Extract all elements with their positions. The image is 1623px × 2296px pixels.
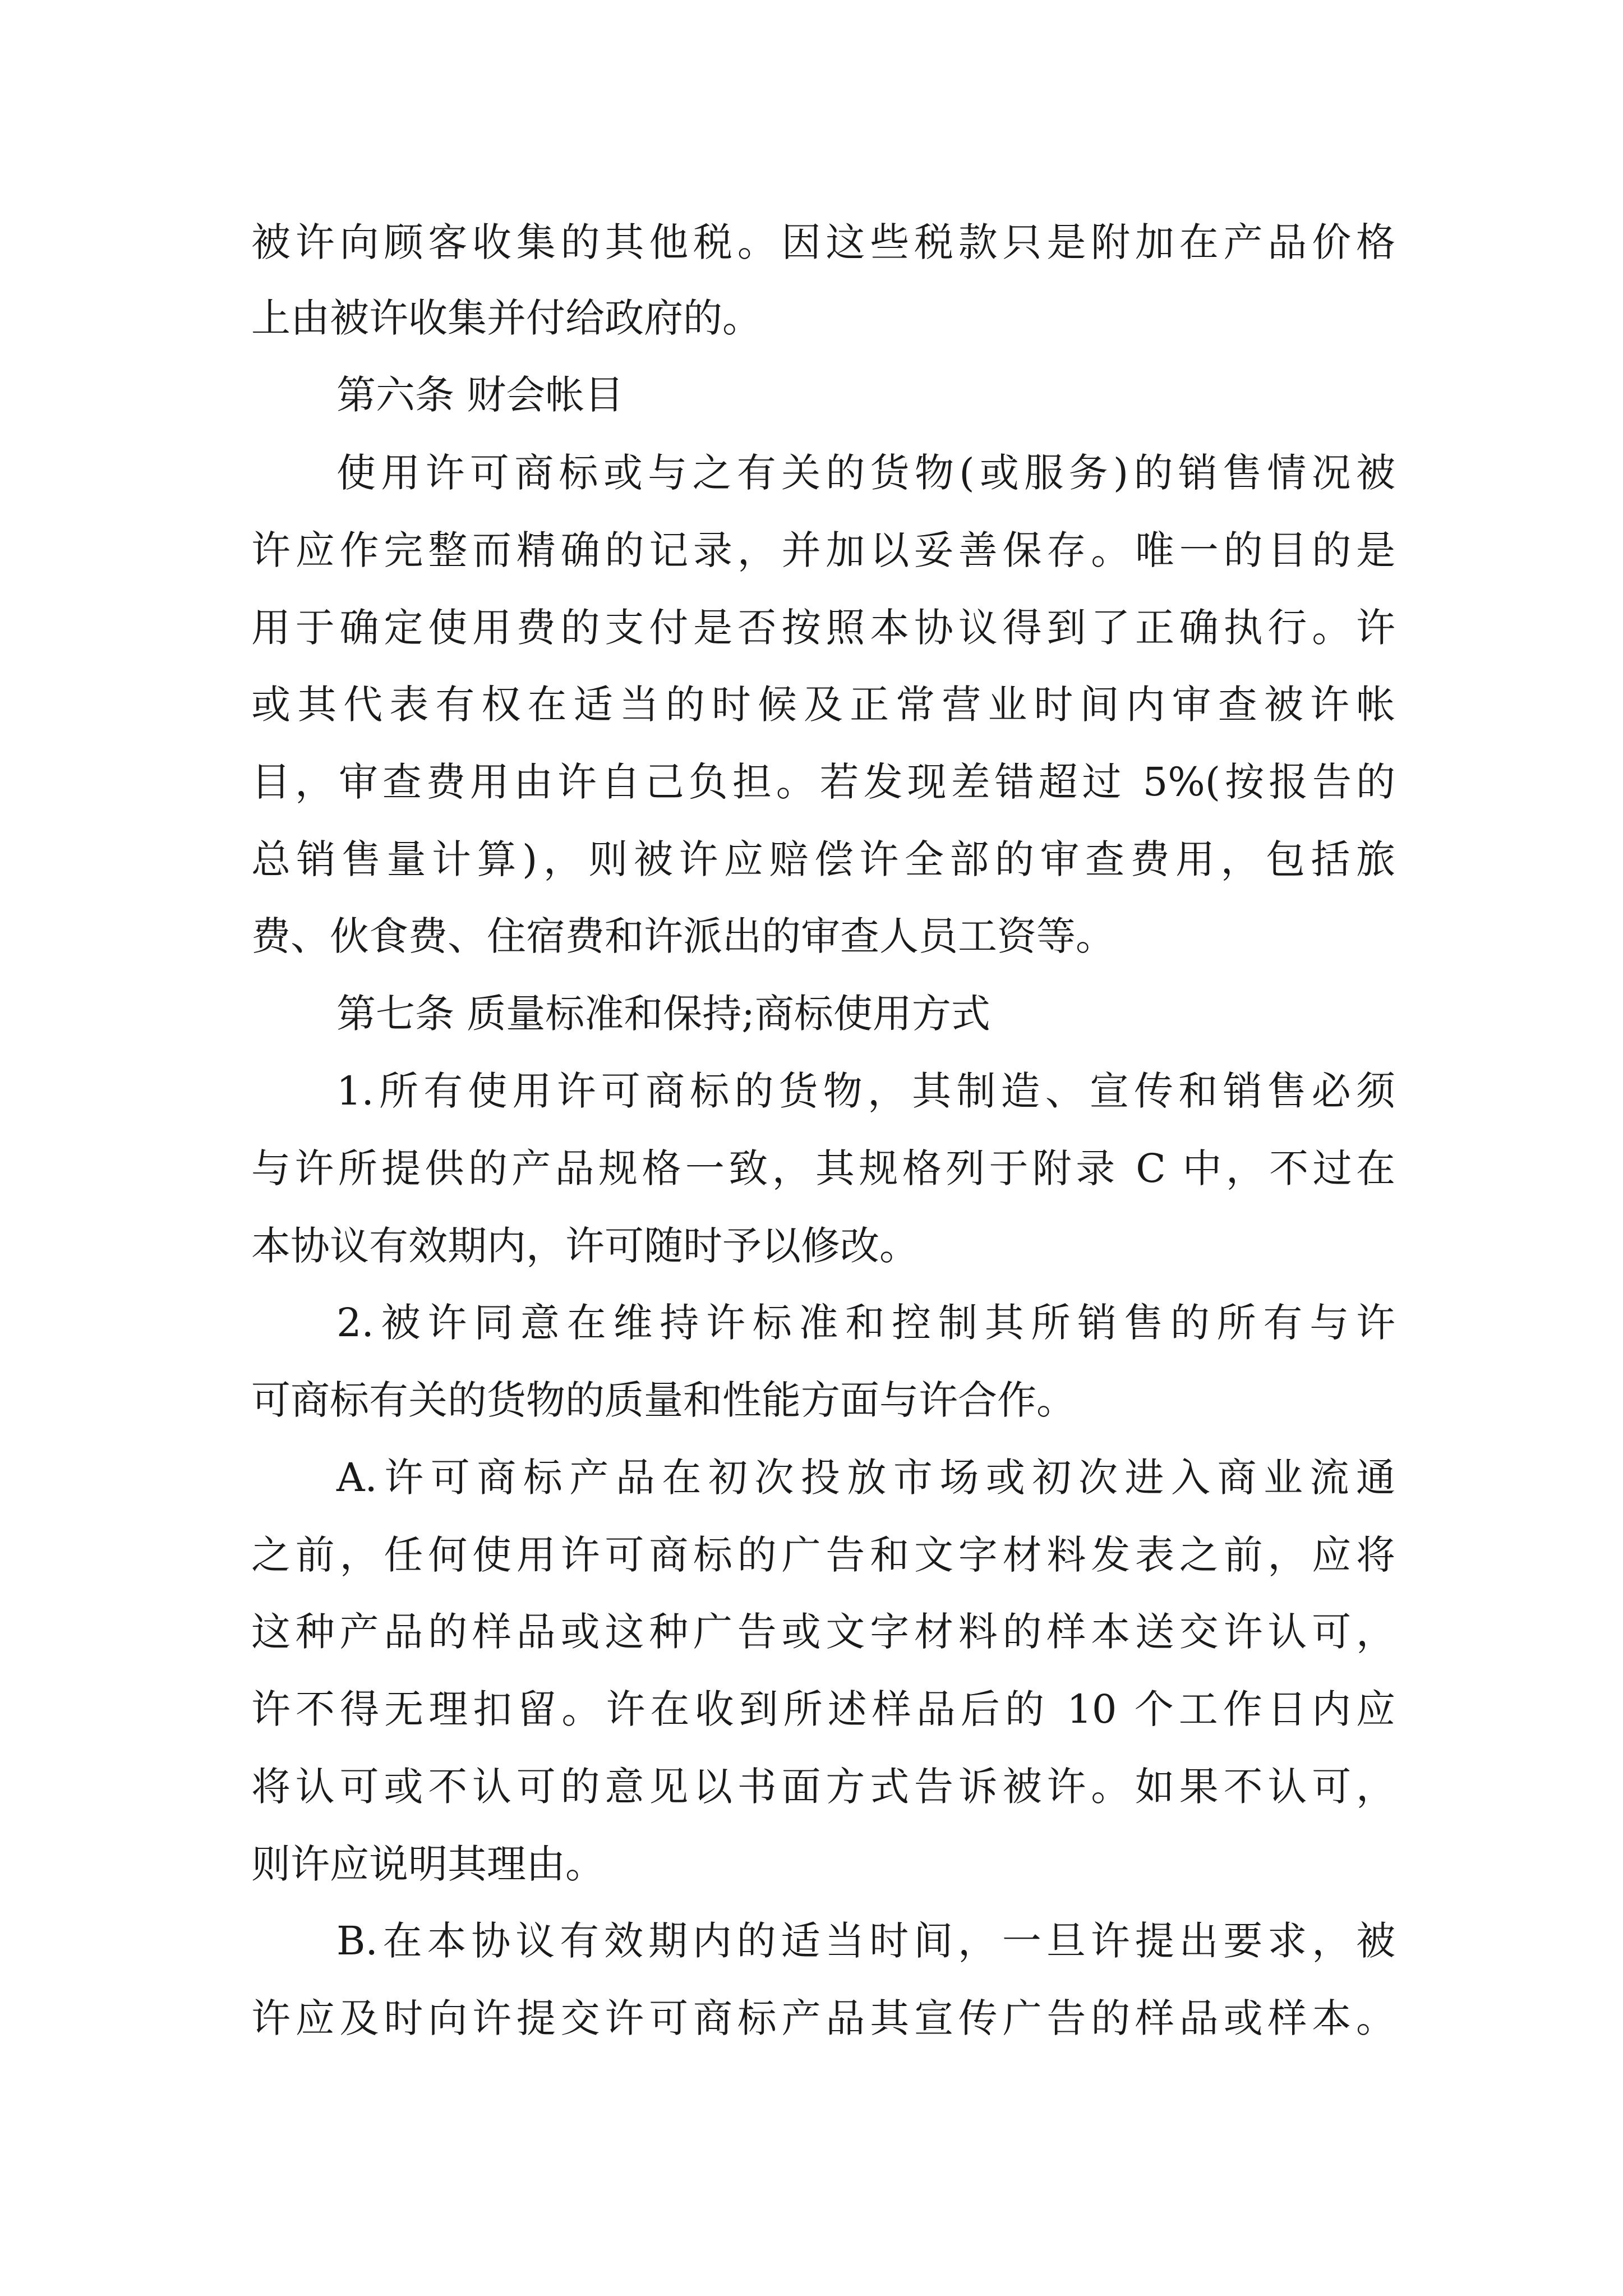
text-line: 许应及时向许提交许可商标产品其宣传广告的样品或样本。 (251, 1995, 1395, 2041)
text-line: 上由被许收集并付给政府的。 (251, 295, 762, 341)
text-line: 用于确定使用费的支付是否按照本协议得到了正确执行。许 (251, 605, 1395, 651)
section-heading: 第七条 质量标准和保持;商标使用方式 (336, 991, 990, 1037)
text-line: 许不得无理扣留。许在收到所述样品后的 10 个工作日内应 (251, 1686, 1395, 1732)
text-line: 与许所提供的产品规格一致，其规格列于附录 C 中，不过在 (251, 1145, 1395, 1191)
text-line: A.许可商标产品在初次投放市场或初次进入商业流通 (336, 1455, 1395, 1501)
text-line: 费、伙食费、住宿费和许派出的审查人员工资等。 (251, 913, 1115, 959)
text-line: 将认可或不认可的意见以书面方式告诉被许。如果不认可， (251, 1764, 1395, 1810)
text-line: 则许应说明其理由。 (251, 1841, 605, 1887)
text-line: 许应作完整而精确的记录，并加以妥善保存。唯一的目的是 (251, 527, 1395, 573)
text-line: 或其代表有权在适当的时候及正常营业时间内审查被许帐 (251, 682, 1395, 728)
text-line: 被许向顾客收集的其他税。因这些税款只是附加在产品价格 (251, 219, 1395, 265)
text-line: 1.所有使用许可商标的货物，其制造、宣传和销售必须 (336, 1068, 1395, 1114)
text-line: 总销售量计算)，则被许应赔偿许全部的审查费用，包括旅 (251, 836, 1395, 882)
text-line: 这种产品的样品或这种广告或文字材料的样本送交许认可， (251, 1609, 1395, 1655)
text-line: 使用许可商标或与之有关的货物(或服务)的销售情况被 (336, 450, 1395, 496)
text-line: 目，审查费用由许自己负担。若发现差错超过 5%(按报告的 (251, 759, 1395, 805)
section-heading: 第六条 财会帐目 (336, 372, 624, 418)
text-line: 2.被许同意在维持许标准和控制其所销售的所有与许 (336, 1300, 1395, 1346)
text-line: 之前，任何使用许可商标的广告和文字材料发表之前，应将 (251, 1532, 1395, 1578)
text-line: 本协议有效期内，许可随时予以修改。 (251, 1223, 919, 1269)
text-line: 可商标有关的货物的质量和性能方面与许合作。 (251, 1377, 1076, 1423)
text-line: B.在本协议有效期内的适当时间，一旦许提出要求，被 (336, 1918, 1395, 1964)
